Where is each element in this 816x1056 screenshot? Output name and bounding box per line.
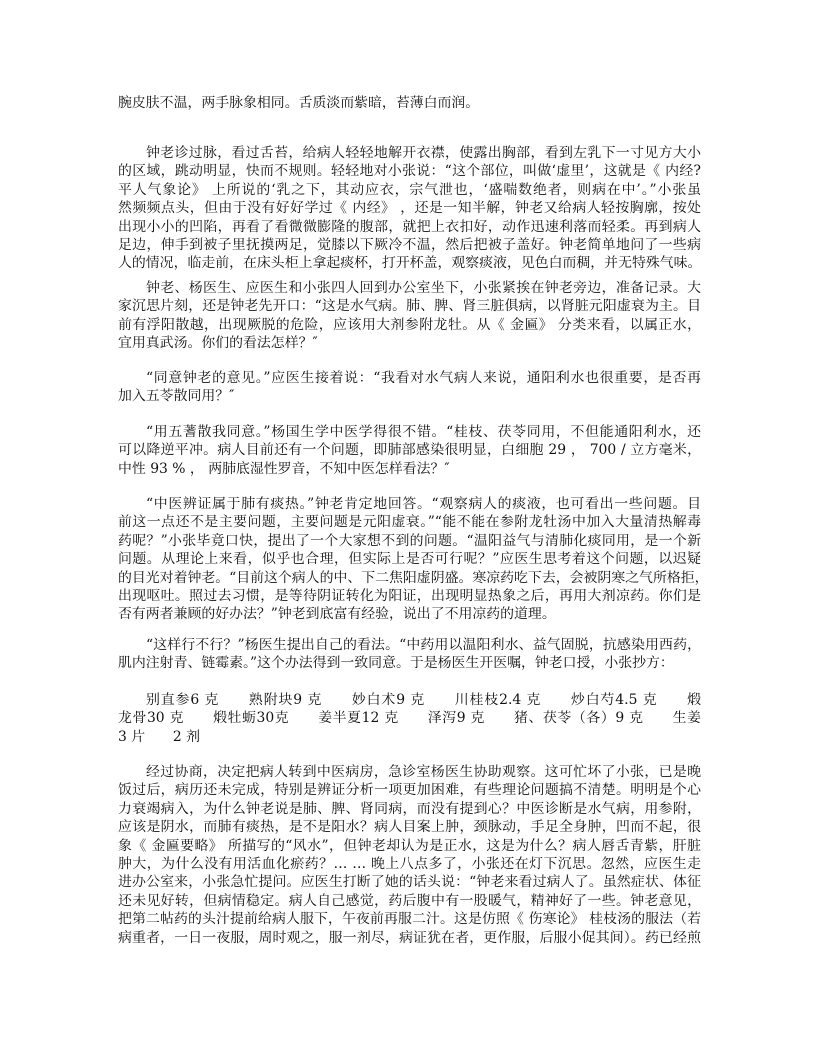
paragraph-5 [118,423,701,478]
text-line: 象《 金匾要略》 所描写的“风水”，但钟老却认为是正水，这是为什么？病人唇舌青紫，肝脏 [118,837,701,854]
text-line: 前这一点还不是主要问题，主要问题是元阳虚衰。”“能不能在参附龙牡汤中加入大量清热解毒 [118,514,701,531]
text-line: 可以降逆平冲。病人目前还有一个问题，即肺部感染很明显，白细胞 29 ， 700 / 立方毫米， [118,442,701,459]
text-line: 应该是阴水，而肺有痰热，是不是阳水？病人目案上肿，颈脉动，手足全身肿，凹而不起，很 [118,819,701,836]
text-line: 还未见好转，但病情稳定。病人自己感觉，药后腹中有一股暖气，精神好了一些。钟老意见， [118,892,701,909]
paragraph-3 [118,279,701,353]
text-line: 然频频点头，但由于没有好好学过《 内经》 ，还是一知半解，钟老又给病人轻按胸廓，按处 [118,200,701,217]
paragraph-6 [118,495,709,624]
text-line: 药呢？”小张毕竟口快，提出了一个大家想不到的问题。“温阳益气与清肺化痰同用，是一个新 [118,532,701,549]
text-line: “同意钟老的意见。”应医生接着说：“我看对水气病人来说，通阳利水也很重要，是否再 [146,370,701,386]
text-line: 钟老、杨医生、应医生和小张四人回到办公室坐下，小张紧挨在钟老旁边，准备记录。大 [146,280,701,296]
text-line: “这样行不行？”杨医生提出自己的看法。“中药用以温阳利水、益气固脱，抗感染用西药， [146,637,701,653]
prescription-line: 别直参6 克 熟附块9 克 妙白术9 克 川桂枝2.4 克 炒白芍4.5 克 煅 [146,692,701,708]
text-line: 出现小小的凹陷，再看了看微微膨隆的腹部，就把上衣扣好，动作迅速利落而轻柔。再到病人 [118,218,701,235]
paragraph-1 [118,94,701,112]
text-line: 出现呕吐。照过去习惯，是等待阴证转化为阳证，出现明显热象之后，再用大剂凉药。你们是 [118,587,701,604]
text-line: 中性 93 % ， 两肺底湿性罗音，不知中医怎样看法？″ [118,460,450,477]
text-line: 肌内注射青、链霉素。”这个办法得到一致同意。于是杨医生开医嘱，钟老口授，小张抄方： [118,655,674,672]
text-line: 腕皮肤不温，两手脉象相同。舌质淡而紫暗，苔薄白而润。 [118,95,480,111]
text-line: 饭过后，病历还未完成，特别是辨证分析一项更加困难，有些理论问题搞不清楚。明明是个心 [118,782,701,799]
text-line: 人的情况，临走前，在床头柜上拿起痰杯，打开杯盖，观察痰液，见色白而稠，并无特殊气味。 [118,255,702,272]
text-line: 前有浮阳散越，出现厥脱的危险，应该用大剂参附龙牡。从《 金匾》 分类来看，以属正水， [118,316,701,333]
text-line: 加入五苓散同用？″ [118,388,235,405]
text-line: 家沉思片刻，还是钟老先开口：“这是水气病。肺、脾、肾三脏俱病，以肾脏元阳虚衰为主。目 [118,298,701,315]
text-line: 经过协商，决定把病人转到中医病房，急诊室杨医生协助观察。这可忙坏了小张，已是晚 [146,764,701,780]
text-line: 肿大，为什么没有用活血化瘀药？… … 晚上八点多了，小张还在灯下沉思。忽然，应医生走 [118,855,701,872]
paragraph-2 [118,144,701,273]
text-line: 的区域，跳动明显，快而不规则。轻轻地对小张说：“这个部位，叫做‘虚里’，这就是《 内经? [118,163,701,180]
text-line: 足边，伸手到被子里抚摸两足，觉膝以下厥冷不温，然后把被子盖好。钟老简单地问了一些病 [118,236,701,253]
text-line: 平人气象论》 上所说的‘乳之下，其动应衣，宗气泄也，‘盛喘数绝者，则病在中’。”小张虽 [118,181,701,198]
text-line: 力衰竭病入，为什么钟老说是肺、脾、肾同病，而没有提到心？中医诊断是水气病，用参附， [118,800,701,817]
paragraph-7 [118,636,701,673]
paragraph-4 [118,369,701,406]
text-line: 否有两者兼顾的好办法？”钟老到底富有经验，说出了不用凉药的道理。 [118,606,556,623]
prescription-line: 龙骨30 克 煅牡蛎30克 姜半夏12 克 泽泻9 克 猪、茯苓（各）9 克 生姜 [118,710,701,727]
text-line: 问题。从理论上来看，似乎也合理，但实际上是否可行呢？”应医生思考着这个问题，以迟疑 [118,551,701,568]
text-line: 进办公室来，小张急忙提问。应医生打断了她的话头说：“钟老来看过病人了。虽然症状、体征 [118,874,701,891]
paragraph-9 [118,763,701,947]
text-line: 病重者，一日一夜服，周时观之，服一剂尽，病证犹在者，更作服，后服小促其间）。药已经煎 [118,929,701,946]
text-line: 宜用真武汤。你们的看法怎样？″ [118,335,318,352]
text-line: “用五蓍散我同意。”杨国生学中医学得很不错。“桂枝、茯苓同用，不但能通阳利水，还 [146,424,701,440]
prescription-line: 3 片 2 剂 [118,728,201,745]
text-line: 钟老诊过脉，看过舌苔，给病人轻轻地解开衣襟，使露出胸部，看到左乳下一寸见方大小 [146,145,701,161]
text-line: 把第二帖药的头汁提前给病人服下，午夜前再服二汁。这是仿照《 伤寒论》 桂枝汤的服法（若 [118,911,701,928]
text-line: 的目光对着钟老。“目前这个病人的中、下二焦阳虚阴盛。寒凉药吃下去，会被阴寒之气所格拒， [118,569,709,586]
text-line: “中医辨证属于肺有痰热。”钟老肯定地回答。“观察病人的痰液，也可看出一些问题。目 [146,496,701,512]
prescription [118,691,701,746]
